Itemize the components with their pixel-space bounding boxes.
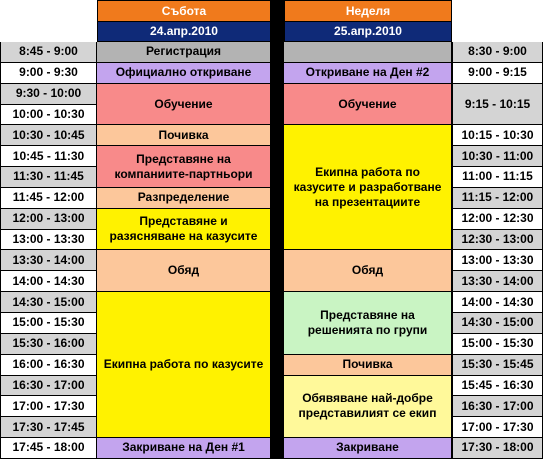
sunday-time-slot: 11:00 - 11:15	[452, 167, 543, 188]
saturday-time-slot: 10:30 - 10:45	[0, 125, 97, 146]
saturday-event-team-allocation: Разпределение	[97, 188, 271, 209]
saturday-time-slot: 17:45 - 18:00	[0, 438, 97, 459]
sunday-time-slot: 12:00 - 12:30	[452, 209, 543, 230]
saturday-time-slot: 14:00 - 14:30	[0, 271, 97, 292]
sunday-event-opening: Откриване на Ден #2	[284, 63, 452, 84]
saturday-time-slot: 9:30 - 10:00	[0, 84, 97, 105]
header-blank-left	[0, 0, 97, 22]
sunday-time-slot: 10:30 - 11:00	[452, 146, 543, 167]
sunday-time-slot: 8:30 - 9:00	[452, 42, 543, 63]
sunday-event-lunch: Обяд	[284, 250, 452, 292]
saturday-time-slot: 15:30 - 16:00	[0, 334, 97, 355]
sunday-event-break: Почивка	[284, 355, 452, 376]
sunday-day-header: Неделя	[284, 0, 452, 22]
sunday-time-slot: 17:00 - 17:30	[452, 417, 543, 438]
saturday-time-slot: 10:45 - 11:30	[0, 146, 97, 167]
saturday-time-slot: 9:00 - 9:30	[0, 63, 97, 84]
saturday-time-slot: 16:00 - 16:30	[0, 355, 97, 376]
sunday-time-slot: 12:30 - 13:00	[452, 230, 543, 251]
saturday-day-header: Събота	[97, 0, 271, 22]
saturday-event-teamwork: Екипна работа по казусите	[97, 292, 271, 438]
sunday-time-slot: 15:00 - 15:30	[452, 334, 543, 355]
header-blank-right	[452, 0, 543, 22]
saturday-event-case-presentation: Представяне и разясняване на казусите	[97, 209, 271, 251]
sunday-event-empty	[284, 42, 452, 63]
sunday-time-slot: 10:15 - 10:30	[452, 125, 543, 146]
saturday-time-slot: 15:00 - 15:30	[0, 313, 97, 334]
sunday-time-slot: 13:30 - 14:00	[452, 271, 543, 292]
sunday-time-slot: 15:45 - 16:30	[452, 376, 543, 397]
sunday-date-header: 25.апр.2010	[284, 22, 452, 42]
saturday-time-slot: 17:30 - 17:45	[0, 417, 97, 438]
saturday-event-lunch: Обяд	[97, 250, 271, 292]
sunday-event-teamwork-presentations: Екипна работа по казусите и разработване на презентациите	[284, 125, 452, 250]
sunday-time-slot: 9:15 - 10:15	[452, 84, 543, 126]
saturday-event-training: Обучение	[97, 84, 271, 126]
saturday-event-official-opening: Официално откриване	[97, 63, 271, 84]
sunday-event-awards: Обявяване най-добре представилият се екип	[284, 376, 452, 439]
date-blank-left	[0, 22, 97, 42]
saturday-time-slot: 13:30 - 14:00	[0, 250, 97, 271]
sunday-event-solution-presentations: Представяне на решенията по групи	[284, 292, 452, 355]
saturday-event-partner-presentations: Представяне на компаниите-партньори	[97, 146, 271, 188]
saturday-time-slot: 11:45 - 12:00	[0, 188, 97, 209]
saturday-event-closing: Закриване на Ден #1	[97, 438, 271, 459]
sunday-time-slot: 14:30 - 15:00	[452, 313, 543, 334]
saturday-event-registration: Регистрация	[97, 42, 271, 63]
saturday-time-slot: 12:00 - 13:00	[0, 209, 97, 230]
saturday-time-slot: 11:30 - 11:45	[0, 167, 97, 188]
sunday-event-closing: Закриване	[284, 438, 452, 459]
sunday-time-slot: 15:30 - 15:45	[452, 355, 543, 376]
saturday-time-slot: 13:00 - 13:30	[0, 230, 97, 251]
sunday-time-slot: 17:30 - 18:00	[452, 438, 543, 459]
sunday-time-slot: 11:15 - 12:00	[452, 188, 543, 209]
day-divider	[271, 0, 284, 459]
saturday-time-slot: 17:00 - 17:30	[0, 396, 97, 417]
sunday-event-training: Обучение	[284, 84, 452, 126]
saturday-time-slot: 16:30 - 17:00	[0, 376, 97, 397]
saturday-event-break: Почивка	[97, 125, 271, 146]
sunday-time-slot: 14:00 - 14:30	[452, 292, 543, 313]
sunday-time-slot: 9:00 - 9:15	[452, 63, 543, 84]
saturday-time-slot: 8:45 - 9:00	[0, 42, 97, 63]
sunday-time-slot: 16:30 - 17:00	[452, 396, 543, 417]
saturday-time-slot: 14:30 - 15:00	[0, 292, 97, 313]
saturday-time-slot: 10:00 - 10:30	[0, 105, 97, 126]
saturday-date-header: 24.апр.2010	[97, 22, 271, 42]
date-blank-right	[452, 22, 543, 42]
sunday-time-slot: 13:00 - 13:30	[452, 250, 543, 271]
